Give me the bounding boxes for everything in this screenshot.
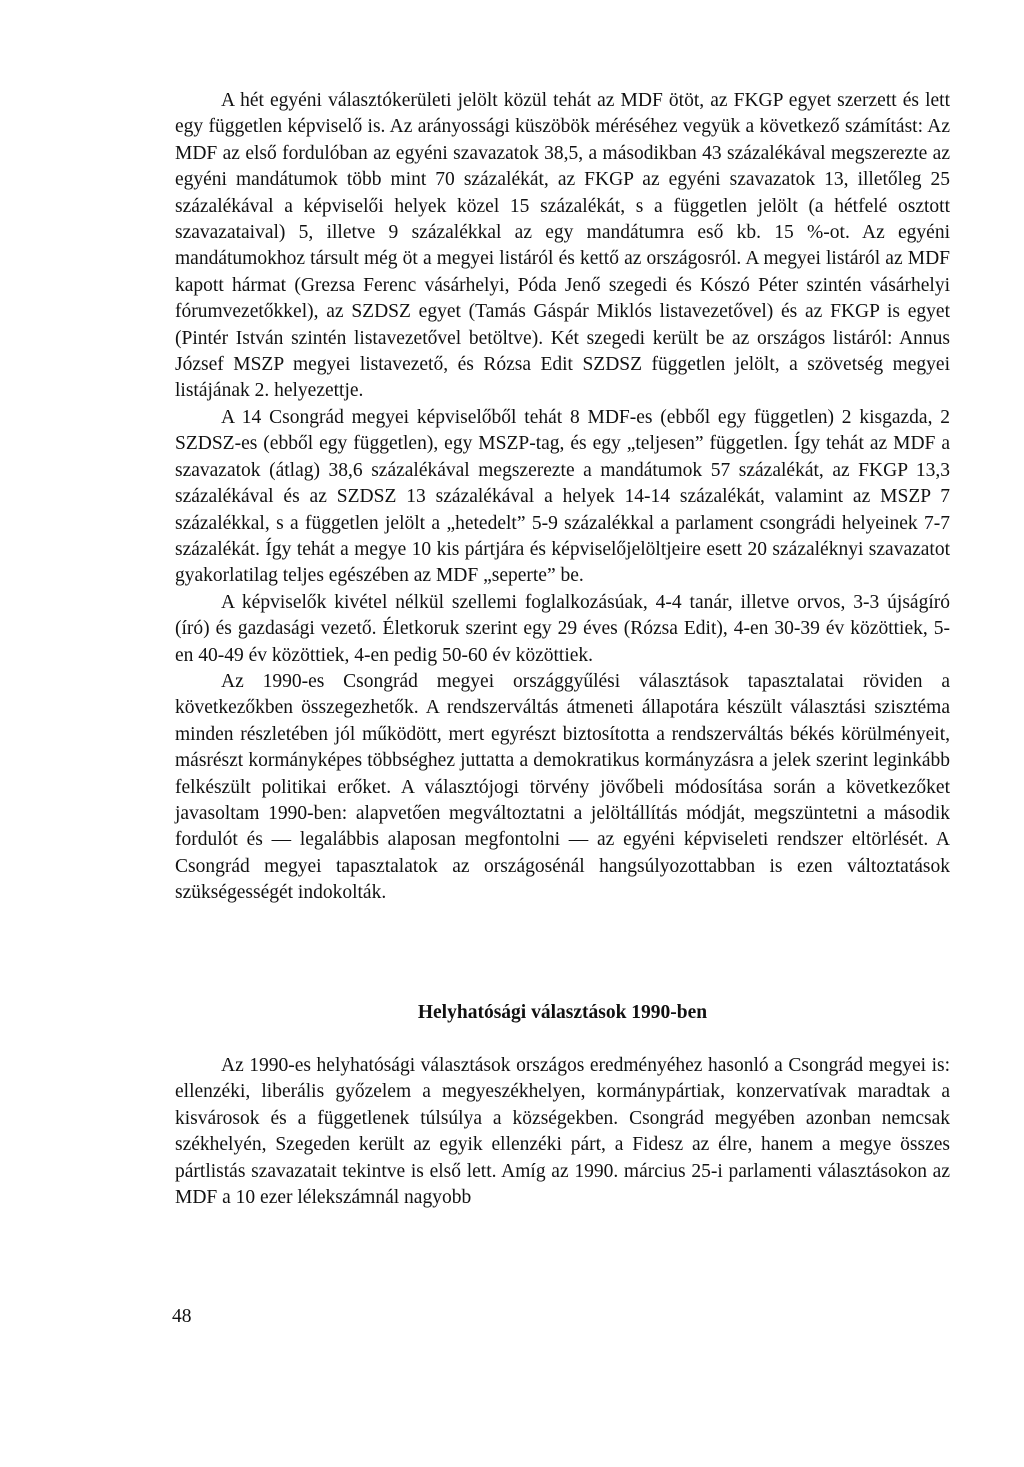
body-paragraph: A 14 Csongrád megyei képviselőből tehát 8 MDF-es (ebből egy független) 2 kisgazda, 2 SZDSZ-es (ebből egy független), egy MSZP-tag, és egy „teljesen” független. Így tehát az MDF a szavazatok (átlag) 38,6 százalékával megszerezte a mandátumok 57 százalékát, az FKGP 13,3 százalékával és az SZDSZ 13 százalékával a helyek 14-14 százalékát, valamint az MSZP 7 százalékkal, s a független jelölt a „hetedelt” 5-9 százalékkal a parlament csongrádi helyeinek 7-7 százalékát. Így tehát a megye 10 kis pártjára és képviselőjelöltjeire esett 20 százaléknyi szavazatot gyakorlatilag teljes egészében az MDF „seperte” be. [175, 406, 950, 587]
document-page [175, 88, 950, 1211]
section-heading: Helyhatósági választások 1990-ben [417, 1001, 708, 1023]
page-number: 48 [172, 1306, 192, 1327]
body-paragraph: A hét egyéni választókerületi jelölt közül tehát az MDF ötöt, az FKGP egyet szerzett és lett egy független képviselő is. Az arányossági küszöbök méréséhez vegyük a következő számítást: Az MDF az első fordulóban az egyéni szavazatok 38,5, a másodikban 43 százalékával megszerezte az egyéni mandátumok több mint 70 százalékát, az FKGP az egyéni szavazatok 13, illetőleg 25 százalékával a képviselői helyek közel 15 százalékát, s a független jelölt (a hétfelé osztott szavazataival) 5, illetve 9 százalékkal az egy mandátumra eső kb. 15 %-ot. Az egyéni mandátumokhoz társult még öt a megyei listáról és kettő az országosról. A megyei listáról az MDF kapott hármat (Grezsa Ferenc vásárhelyi, Póda Jenő szegedi és Kószó Péter szintén vásárhelyi fórumvezetőkkel), az SZDSZ egyet (Tamás Gáspár Miklós listavezetővel) és az FKGP is egyet (Pintér István szintén listavezetővel betöltve). Két szegedi került be az országos listáról: Annus József MSZP megyei listavezető, és Rózsa Edit SZDSZ független jelölt, a szövetség megyei listájának 2. helyezettje. [175, 90, 950, 402]
body-paragraph: Az 1990-es Csongrád megyei országgyűlési választások tapasztalatai röviden a következőkben összegezhetők. A rendszerváltás átmeneti állapotára készült választási szisztéma minden részletében jól működött, mert egyrészt biztosította a rendszerváltás békés körülményeit, másrészt kormányképes többséghez juttatta a demokratikus kormányzásra a jelek szerint leginkább felkészült politikai erőket. A választójogi törvény jövőbeli módosítása során a következőket javasoltam 1990-ben: alapvetően megváltoztatni a jelöltállítás módját, megszüntetni a második fordulót és — legalábbis alaposan megfontolni — az egyéni képviseleti rendszer eltörlését. A Csongrád megyei tapasztalatok az országosénál hangsúlyozottabban is ezen változtatások szükségességét indokolták. [175, 670, 950, 904]
body-paragraph: Az 1990-es helyhatósági választások országos eredményéhez hasonló a Csongrád megyei is: ellenzéki, liberális győzelem a megyeszékhelyen, kormánypártiak, konzervatívak maradtak a kisvárosok és a függetlenek túlsúlya a községekben. Csongrád megyében azonban nemcsak székhelyén, Szegeden került az egyik ellenzéki párt, a Fidesz az élre, hanem a megye összes pártlistás szavazatait tekintve is első lett. Amíg az 1990. március 25-i parlamenti választásokon az MDF a 10 ezer lélekszámnál nagyobb [175, 1055, 950, 1209]
body-paragraph: A képviselők kivétel nélkül szellemi foglalkozásúak, 4-4 tanár, illetve orvos, 3-3 újságíró (író) és gazdasági vezető. Életkoruk szerint egy 29 éves (Rózsa Edit), 4-en 30-39 év közöttiek, 5-en 40-49 év közöttiek, 4-en pedig 50-60 év közöttiek. [175, 591, 950, 666]
